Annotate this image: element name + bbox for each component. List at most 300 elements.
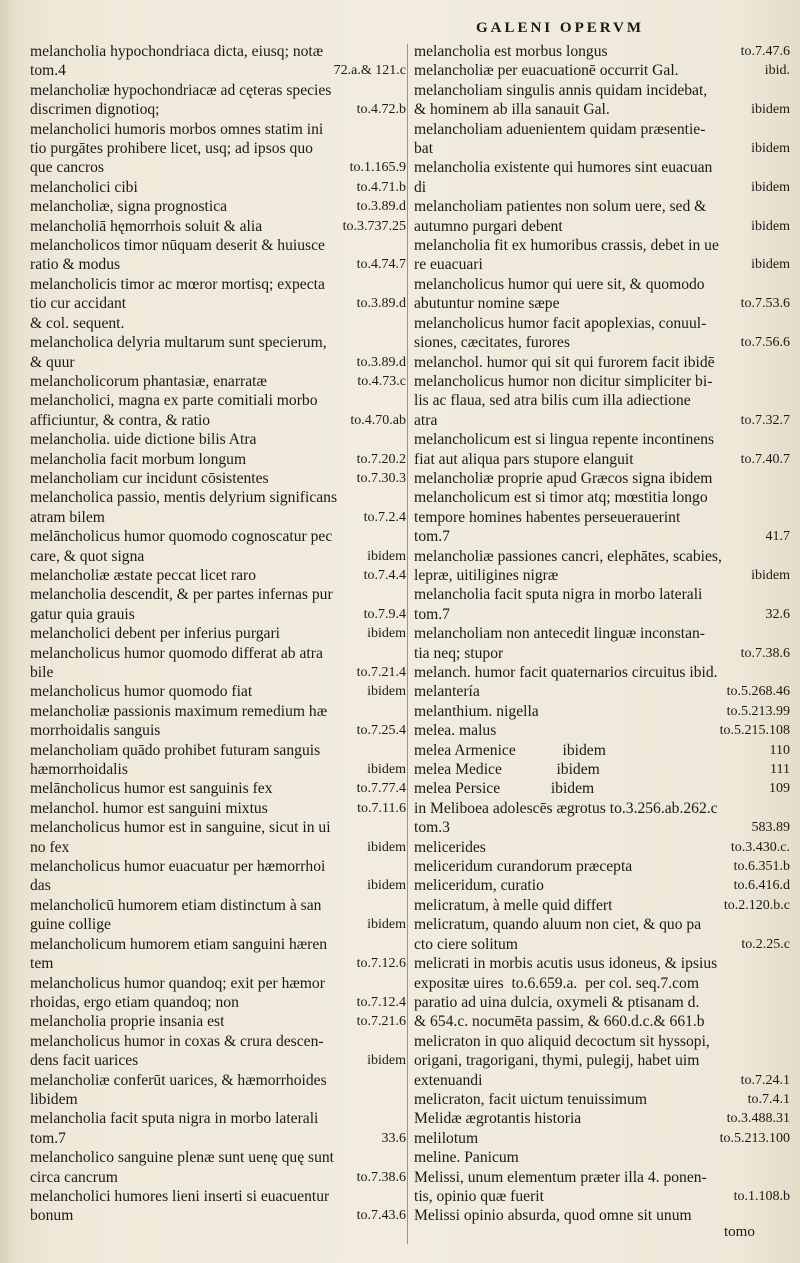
index-entry-line <box>30 139 406 158</box>
entry-reference: 109 <box>769 781 790 797</box>
entry-text: meliceridum curandorum præcepta <box>414 858 633 876</box>
entry-text: melancholia facit sputa nigra in morbo laterali <box>30 1110 319 1128</box>
entry-reference: 33.6 <box>381 1130 406 1146</box>
index-entry-line <box>414 1090 790 1109</box>
index-entry-line <box>30 255 406 274</box>
entry-text: melicraton, facit uictum tenuissimum <box>414 1090 647 1108</box>
entry-text: & hominem ab illa sanauit Gal. <box>414 101 610 119</box>
entry-reference: to.7.2.4 <box>363 509 406 525</box>
index-entry-line <box>30 1187 406 1206</box>
index-entry-line <box>414 605 790 624</box>
entry-reference: to.2.25.c <box>741 936 790 952</box>
index-entry-line <box>414 488 790 507</box>
entry-text: melancholiæ conferūt uarices, & hæmorrhoides <box>30 1071 327 1089</box>
entry-text: melancholia facit morbum longum <box>30 450 247 468</box>
entry-reference <box>784 488 790 507</box>
entry-reference <box>400 741 406 760</box>
entry-reference: to.7.30.3 <box>356 470 406 486</box>
index-entry-line <box>30 391 406 410</box>
catchword: tomo <box>724 1224 755 1240</box>
entry-reference <box>784 430 790 449</box>
index-entry-line <box>414 391 790 410</box>
entry-text: autumno purgari debent <box>414 217 563 235</box>
entry-text: melancholia hypochondriaca dicta, eiusq; notæ <box>30 43 324 60</box>
entry-reference: ibidem <box>751 141 790 157</box>
entry-reference <box>784 1051 790 1070</box>
entry-text: melicratum, à melle quid differt <box>414 896 613 914</box>
index-entry-line <box>414 411 790 430</box>
index-entry-line <box>414 275 790 294</box>
index-entry-line <box>30 100 406 119</box>
entry-text: melea Armenice ibidem <box>414 741 606 759</box>
entry-reference: to.7.40.7 <box>740 451 790 467</box>
entry-text: melancholiæ proprie apud Græcos signa ibidem <box>414 469 713 487</box>
entry-reference: to.7.11.6 <box>357 800 406 816</box>
entry-reference: ibidem <box>367 878 406 894</box>
index-entry-line <box>30 42 406 61</box>
entry-reference <box>400 120 406 139</box>
index-entry-line <box>414 1206 790 1225</box>
index-entry-line <box>414 81 790 100</box>
index-entry-line <box>414 469 790 488</box>
entry-reference <box>400 974 406 993</box>
entry-text: melancholia existente qui humores sint euacuan <box>414 159 713 177</box>
entry-reference <box>400 488 406 507</box>
entry-reference: to.7.25.4 <box>356 723 406 739</box>
entry-reference <box>400 527 406 546</box>
entry-reference: ibidem <box>367 917 406 933</box>
entry-text: extenuandi <box>414 1071 483 1089</box>
index-entry-line <box>30 818 406 837</box>
entry-reference: to.7.38.6 <box>740 645 790 661</box>
index-column-right <box>414 42 790 1226</box>
entry-reference: to.7.4.4 <box>363 567 406 583</box>
index-entry-line <box>30 527 406 546</box>
index-entry-line <box>30 760 406 779</box>
index-entry-line <box>414 314 790 333</box>
entry-reference: ibid. <box>764 63 790 79</box>
entry-reference <box>400 430 406 449</box>
entry-reference: to.3.89.d <box>356 199 406 215</box>
index-entry-line <box>414 333 790 352</box>
index-entry-line <box>414 935 790 954</box>
entry-text: afficiuntur, & contra, & ratio <box>30 411 211 429</box>
entry-text: melancholiæ æstate peccat licet raro <box>30 566 257 584</box>
entry-text: di <box>414 178 427 196</box>
index-entry-line <box>414 547 790 566</box>
index-entry-line <box>30 197 406 216</box>
entry-text: melantería <box>414 683 480 701</box>
entry-text: melancholici humoris morbos omnes statim ini <box>30 120 324 138</box>
entry-reference <box>784 915 790 934</box>
entry-text: & 654.c. nocumēta passim, & 660.d.c.& 661.b <box>414 1013 705 1031</box>
index-entry-line <box>30 876 406 895</box>
entry-text: bile <box>30 664 54 681</box>
index-entry-line <box>414 1129 790 1148</box>
index-entry-line <box>30 1071 406 1090</box>
index-entry-line <box>414 1071 790 1090</box>
entry-text: melancholicus humor est in sanguine, sicut in ui <box>30 819 331 837</box>
entry-text: meline. Panicum <box>414 1149 519 1167</box>
index-entry-line <box>414 585 790 604</box>
index-entry-line <box>30 915 406 934</box>
entry-reference <box>400 1148 406 1167</box>
index-entry-line <box>30 741 406 760</box>
entry-text: melancholicus humor quandoq; exit per hæmor <box>30 974 325 992</box>
index-entry-line <box>414 100 790 119</box>
index-entry-line <box>414 1051 790 1070</box>
index-entry-line <box>414 857 790 876</box>
entry-reference <box>400 818 406 837</box>
entry-reference: to.7.47.6 <box>740 44 790 59</box>
index-entry-line <box>414 42 790 61</box>
index-entry-line <box>414 721 790 740</box>
entry-reference: to.7.4.1 <box>747 1091 790 1107</box>
entry-text: melancholicus humor facit apoplexias, conuul- <box>414 314 707 332</box>
entry-text: melancholici, magna ex parte comitiali morbo <box>30 392 318 410</box>
index-entry-line <box>414 450 790 469</box>
index-entry-line <box>414 915 790 934</box>
entry-text: melancholici humores lieni inserti si euacuentur <box>30 1187 330 1205</box>
entry-text: hæmorrhoidalis <box>30 761 128 779</box>
index-entry-line <box>30 314 406 333</box>
entry-reference: ibidem <box>751 567 790 583</box>
entry-reference: ibidem <box>367 548 406 564</box>
entry-reference: to.7.38.6 <box>356 1169 406 1185</box>
index-entry-line <box>414 430 790 449</box>
entry-reference: to.1.108.b <box>733 1188 790 1204</box>
entry-text: no fex <box>30 838 70 856</box>
entry-text: melancholicū humorem etiam distinctum à san <box>30 896 322 914</box>
entry-reference <box>784 993 790 1012</box>
entry-text: tio cur accidant <box>30 295 127 313</box>
entry-reference: to.5.213.100 <box>719 1130 790 1146</box>
entry-text: melancholici cibi <box>30 178 138 196</box>
index-entry-line <box>414 1109 790 1128</box>
index-entry-line <box>414 644 790 663</box>
entry-reference <box>400 391 406 410</box>
index-entry-line <box>30 411 406 430</box>
entry-reference <box>400 236 406 255</box>
entry-text: melanthium. nigella <box>414 702 539 720</box>
entry-text: melāncholicus humor est sanguinis fex <box>30 780 273 798</box>
entry-reference <box>400 1032 406 1051</box>
index-entry-line <box>414 508 790 527</box>
entry-text: melancholicus humor non dicitur simpliciter bi- <box>414 372 713 390</box>
index-entry-line <box>30 799 406 818</box>
index-entry-line <box>414 663 790 682</box>
entry-reference: 41.7 <box>765 529 790 545</box>
entry-text: melancholica delyria multarum sunt specierum, <box>30 334 327 352</box>
entry-reference: to.3.488.31 <box>726 1111 790 1127</box>
entry-reference <box>784 585 790 604</box>
index-entry-line <box>30 488 406 507</box>
entry-text: melancholicus humor euacuatur per hæmorrhoi <box>30 858 326 876</box>
entry-reference <box>784 799 790 818</box>
index-entry-line <box>414 255 790 274</box>
entry-text: melancholicum est si lingua repente incontinens <box>414 431 715 449</box>
index-entry-line <box>30 935 406 954</box>
index-entry-line <box>414 779 790 798</box>
entry-reference <box>784 974 790 993</box>
entry-text: expositæ uires to.6.659.a. per col. seq.7.com <box>414 974 699 992</box>
entry-text: melanchol. humor qui sit qui furorem facit ibidē <box>414 353 715 371</box>
entry-reference: to.6.416.d <box>733 878 790 894</box>
index-entry-line <box>30 1090 406 1109</box>
entry-text: melancholicus humor quomodo fiat <box>30 683 253 701</box>
index-entry-line <box>30 217 406 236</box>
entry-reference: ibidem <box>367 684 406 700</box>
entry-reference <box>400 585 406 604</box>
index-entry-line <box>414 974 790 993</box>
entry-reference: ibidem <box>367 626 406 642</box>
entry-reference: to.4.72.b <box>356 102 406 118</box>
entry-text: melancholia fit ex humoribus crassis, debet in ue <box>414 237 719 255</box>
entry-reference: to.7.21.4 <box>356 665 406 680</box>
index-entry-line <box>30 1148 406 1167</box>
index-entry-line <box>414 217 790 236</box>
entry-reference <box>400 1071 406 1090</box>
index-entry-line <box>30 838 406 857</box>
entry-text: melicraton in quo aliquid decoctum sit hyssopi, <box>414 1032 710 1050</box>
entry-text: melancholicis timor ac mœror mortisq; expecta <box>30 275 325 293</box>
entry-text: melancholicus humor quomodo differat ab atra <box>30 644 323 662</box>
entry-text: melancholico sanguine plenæ sunt uenę quę sunt <box>30 1149 335 1167</box>
entry-reference <box>784 372 790 391</box>
index-entry-line <box>30 120 406 139</box>
entry-reference <box>784 1032 790 1051</box>
entry-reference: ibidem <box>367 1053 406 1069</box>
entry-reference: ibidem <box>751 257 790 273</box>
index-entry-line <box>414 120 790 139</box>
entry-reference <box>784 1148 790 1167</box>
index-entry-line <box>30 430 406 449</box>
entry-reference <box>784 508 790 527</box>
entry-text: meliceridum, curatio <box>414 877 544 895</box>
entry-text: melancholiæ hypochondriacæ ad cęteras species <box>30 81 332 99</box>
entry-text: melancholicum est si timor atq; mœstitia longo <box>414 489 708 507</box>
index-entry-line <box>30 450 406 469</box>
index-entry-line <box>30 663 406 682</box>
entry-text: tom.3 <box>414 819 450 837</box>
entry-text: melancholiā hęmorrhois soluit & alia <box>30 217 263 235</box>
entry-text: tom.7 <box>30 1129 66 1147</box>
entry-text: guine collige <box>30 916 111 934</box>
index-entry-line <box>30 605 406 624</box>
index-entry-line <box>30 682 406 701</box>
entry-text: discrimen dignotioq; <box>30 101 160 119</box>
index-entry-line <box>414 61 790 80</box>
entry-reference: to.7.9.4 <box>363 606 406 622</box>
index-entry-line <box>414 1148 790 1167</box>
entry-reference: to.7.12.4 <box>356 994 406 1010</box>
entry-reference: to.4.71.b <box>356 179 406 195</box>
entry-reference <box>784 954 790 973</box>
entry-reference: to.7.77.4 <box>356 781 406 797</box>
index-entry-line <box>30 158 406 177</box>
entry-reference: to.3.737.25 <box>342 218 406 234</box>
index-entry-line <box>414 353 790 372</box>
entry-text: bonum <box>30 1207 74 1225</box>
entry-reference: to.6.351.b <box>733 859 790 875</box>
entry-text: melāncholicus humor quomodo cognoscatur pec <box>30 528 333 546</box>
entry-reference: 583.89 <box>751 820 790 836</box>
entry-reference: to.7.53.6 <box>740 296 790 312</box>
entry-reference <box>784 275 790 294</box>
entry-text: melancholicus humor qui uere sit, & quomodo <box>414 275 705 293</box>
index-entry-line <box>30 1206 406 1225</box>
index-entry-line <box>414 1012 790 1031</box>
entry-text: atra <box>414 411 438 429</box>
entry-reference <box>784 624 790 643</box>
entry-text: tom.4 <box>30 62 66 80</box>
entry-text: paratio ad uina dulcia, oxymeli & ptisanam d. <box>414 993 700 1011</box>
entry-reference: to.7.21.6 <box>356 1014 406 1030</box>
entry-reference <box>784 1168 790 1187</box>
entry-text: re euacuari <box>414 256 483 274</box>
entry-reference <box>784 391 790 410</box>
index-entry-line <box>30 275 406 294</box>
index-entry-line <box>414 372 790 391</box>
entry-text: melancholiam aduenientem quidam præsentie- <box>414 120 706 138</box>
index-entry-line <box>30 1051 406 1070</box>
entry-text: tio purgātes prohibere licet, usq; ad ipsos quo <box>30 140 313 158</box>
entry-text: tem <box>30 955 54 973</box>
entry-reference <box>400 857 406 876</box>
index-entry-line <box>30 702 406 721</box>
entry-reference <box>400 935 406 954</box>
index-entry-line <box>30 1032 406 1051</box>
page-edge-shadow <box>0 0 18 1263</box>
entry-reference <box>784 1012 790 1031</box>
index-entry-line <box>30 566 406 585</box>
entry-text: & col. sequent. <box>30 314 125 332</box>
index-entry-line <box>414 760 790 779</box>
entry-text: bat <box>414 140 434 158</box>
entry-text: libidem <box>30 1090 78 1108</box>
index-entry-line <box>30 61 406 80</box>
index-entry-line <box>30 353 406 372</box>
index-entry-line <box>30 1129 406 1148</box>
index-entry-line <box>30 857 406 876</box>
index-entry-line <box>414 954 790 973</box>
entry-text: melancholiam singulis annis quidam incidebat, <box>414 81 708 99</box>
entry-reference: to.4.70.ab <box>350 412 406 428</box>
index-entry-line <box>414 527 790 546</box>
index-column-left <box>30 42 406 1226</box>
entry-reference: ibidem <box>367 839 406 855</box>
index-entry-line <box>414 1168 790 1187</box>
entry-reference: to.2.120.b.c <box>723 897 790 913</box>
index-entry-line <box>414 1187 790 1206</box>
running-head: GALENI OPERVM <box>475 20 645 36</box>
entry-text: lepræ, uitiligines nigræ <box>414 566 559 584</box>
index-entry-line <box>30 721 406 740</box>
entry-reference <box>400 644 406 663</box>
entry-text: melancholicorum phantasiæ, enarratæ <box>30 372 267 390</box>
index-entry-line <box>30 1012 406 1031</box>
entry-text: rhoidas, ergo etiam quandoq; non <box>30 993 239 1011</box>
entry-text: melancholiæ, signa prognostica <box>30 198 228 216</box>
index-entry-line <box>414 702 790 721</box>
entry-text: atram bilem <box>30 508 105 526</box>
index-entry-line <box>30 624 406 643</box>
entry-reference <box>400 702 406 721</box>
index-entry-line <box>414 624 790 643</box>
index-entry-line <box>30 779 406 798</box>
entry-reference <box>400 42 406 61</box>
entry-text: Melissi opinio absurda, quod omne sit unum <box>414 1207 692 1225</box>
entry-reference: 110 <box>769 742 790 758</box>
entry-text: melancholicos timor nūquam deserit & huiusce <box>30 237 325 255</box>
entry-text: melancholia. uide dictione bilis Atra <box>30 431 257 449</box>
entry-text: melancholia descendit, & per partes infernas pur <box>30 586 333 604</box>
index-entry-line <box>414 294 790 313</box>
entry-reference: ibidem <box>367 762 406 778</box>
entry-reference <box>784 158 790 177</box>
entry-reference <box>400 333 406 352</box>
entry-reference <box>400 1090 406 1109</box>
entry-reference <box>784 81 790 100</box>
index-entry-line <box>30 1109 406 1128</box>
entry-text: melanchol. humor est sanguini mixtus <box>30 799 268 817</box>
entry-text: care, & quot signa <box>30 547 145 565</box>
entry-reference <box>784 1206 790 1225</box>
entry-text: tom.7 <box>414 528 450 546</box>
entry-text: melicerides <box>414 838 486 856</box>
index-entry-line <box>30 333 406 352</box>
entry-text: melancholia facit sputa nigra in morbo laterali <box>414 586 703 604</box>
entry-reference <box>784 120 790 139</box>
index-entry-line <box>30 954 406 973</box>
index-entry-line <box>30 644 406 663</box>
entry-reference <box>400 896 406 915</box>
entry-text: gatur quia grauis <box>30 605 135 623</box>
entry-reference: to.7.12.6 <box>356 956 406 972</box>
entry-reference: ibidem <box>751 102 790 118</box>
index-entry-line <box>30 81 406 100</box>
entry-text: melancholiæ passiones cancri, elephātes, scabies, <box>414 547 722 565</box>
entry-text: circa cancrum <box>30 1168 118 1186</box>
entry-text: melancholica passio, mentis delyrium significans <box>30 489 338 507</box>
index-entry-line <box>414 158 790 177</box>
index-entry-line <box>30 1168 406 1187</box>
entry-reference <box>400 275 406 294</box>
entry-text: tis, opinio quæ fuerit <box>414 1187 544 1205</box>
entry-text: melancholiæ passionis maximum remedium hæ <box>30 702 328 720</box>
index-entry-line <box>30 993 406 1012</box>
entry-reference <box>784 236 790 255</box>
index-entry-line <box>30 508 406 527</box>
entry-text: melancholiam quādo prohibet futuram sanguis <box>30 741 321 759</box>
entry-reference <box>400 81 406 100</box>
entry-text: origani, tragorigani, thymi, pulegij, habet uim <box>414 1052 700 1070</box>
entry-reference: to.4.73.c <box>357 373 406 389</box>
index-entry-line <box>414 178 790 197</box>
entry-text: morrhoidalis sanguis <box>30 722 161 740</box>
entry-text: & quur <box>30 353 75 371</box>
entry-reference: ibidem <box>751 218 790 234</box>
entry-reference: ibidem <box>751 179 790 195</box>
entry-text: cto ciere solitum <box>414 935 518 953</box>
entry-text: melea. malus <box>414 722 497 740</box>
entry-text: melancholiam non antecedit linguæ inconstan- <box>414 625 706 643</box>
index-entry-line <box>30 974 406 993</box>
entry-text: melancholiam patientes non solum uere, sed & <box>414 198 707 216</box>
entry-text: ratio & modus <box>30 256 121 274</box>
index-entry-line <box>30 294 406 313</box>
entry-text: melancholia proprie insania est <box>30 1013 225 1031</box>
